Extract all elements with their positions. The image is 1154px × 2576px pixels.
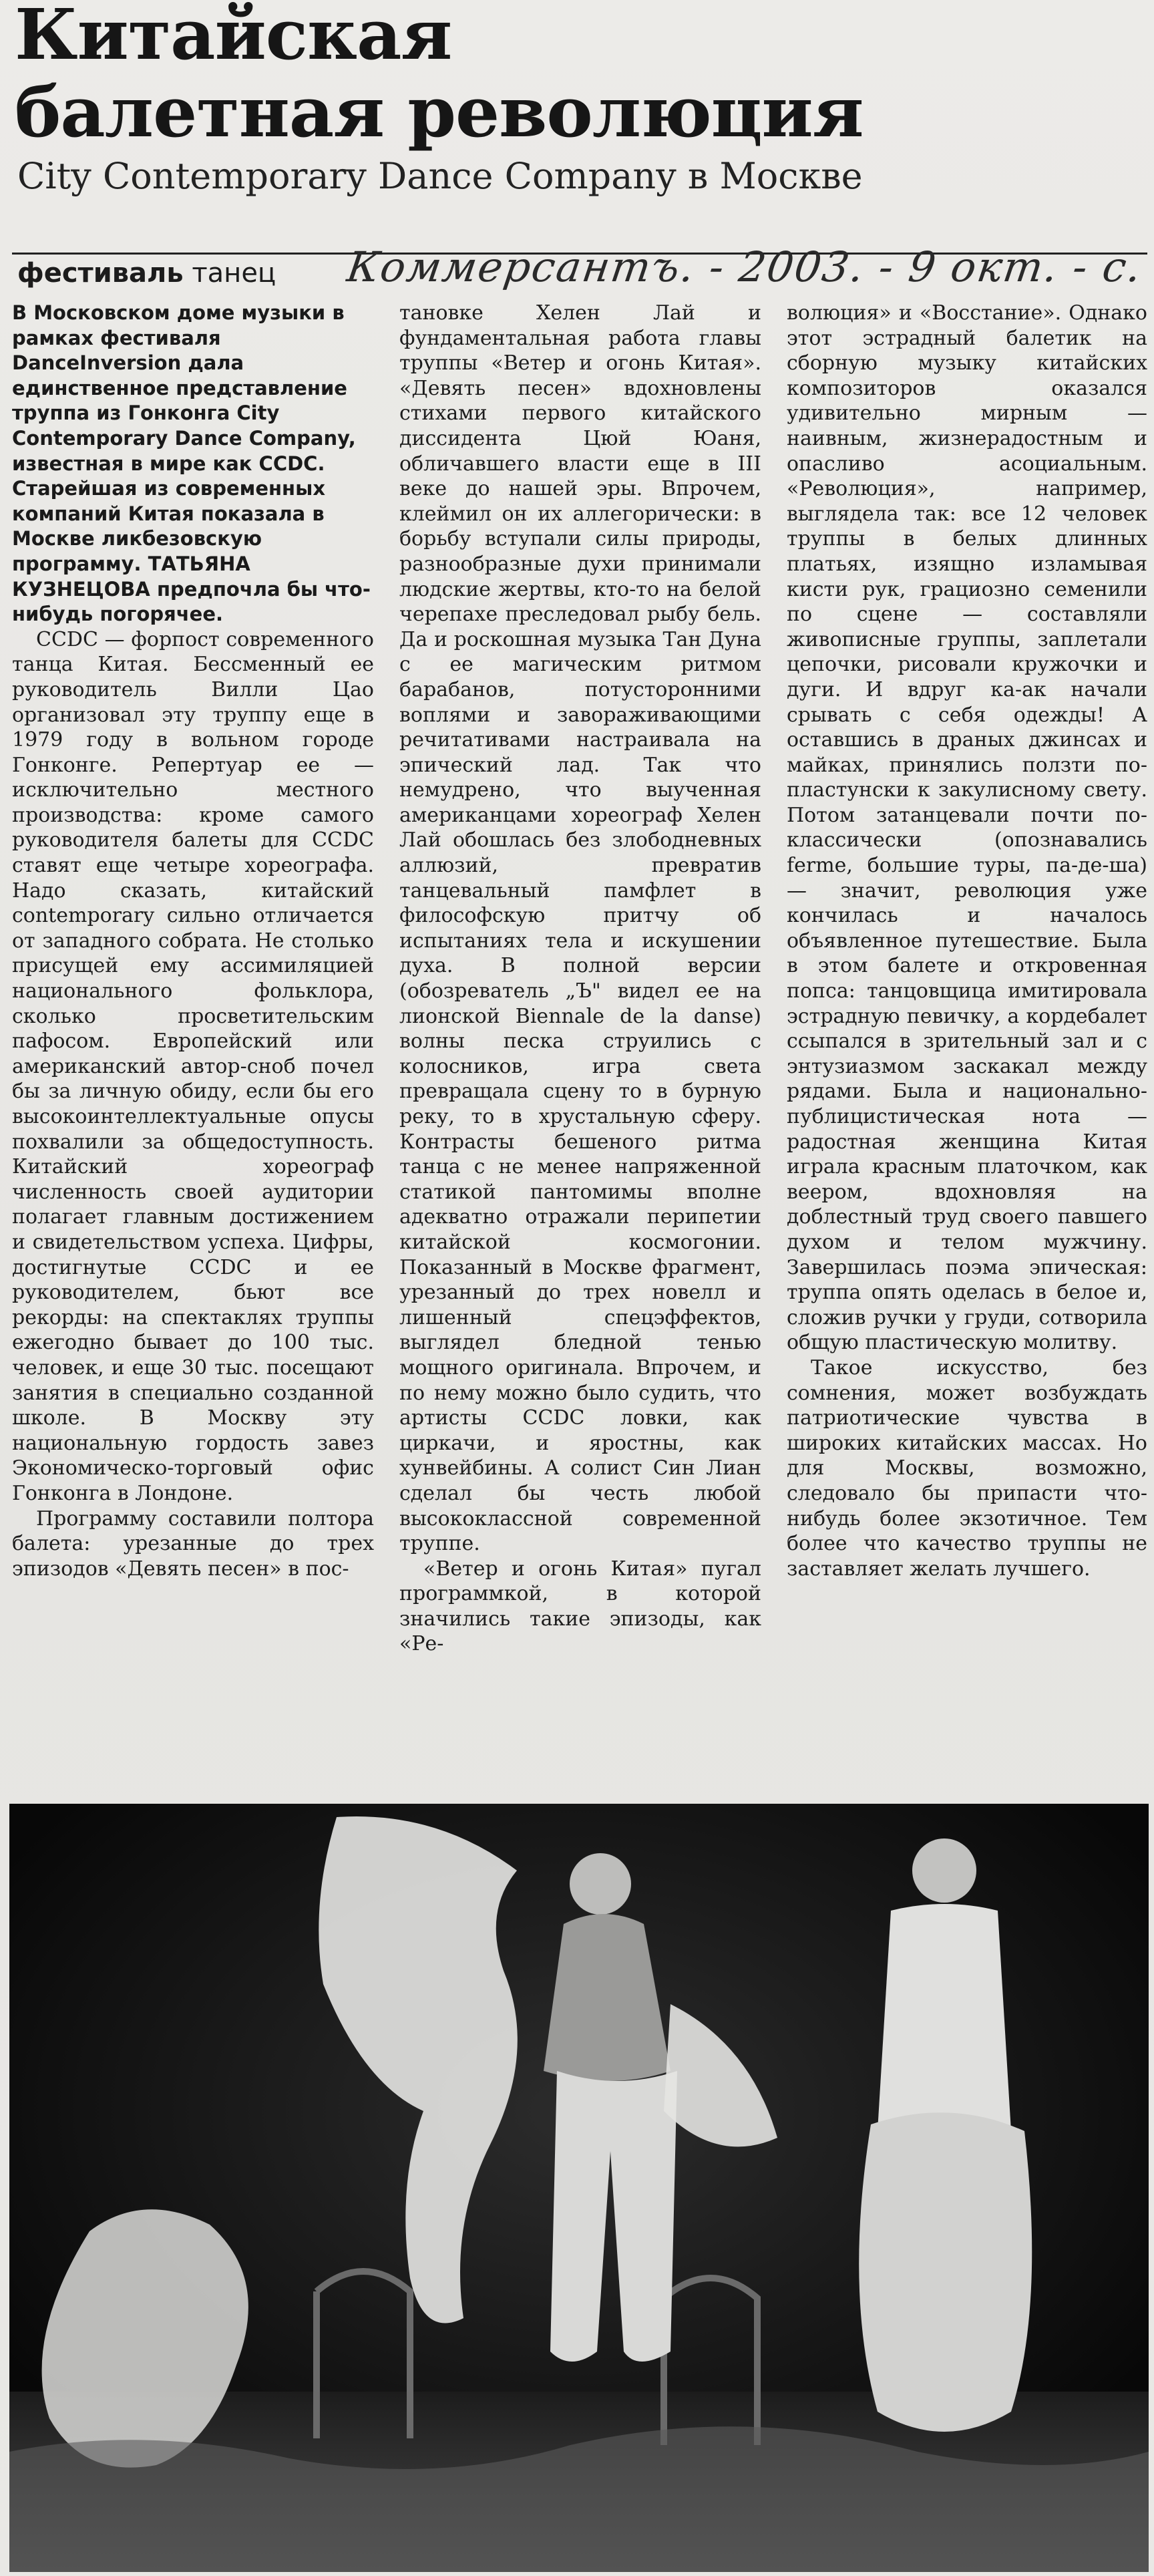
article-column-3 [787, 301, 1147, 1797]
paragraph: CCDC — форпост современного танца Китая. Бессменный ее руководитель Вилли Цао организовал эту труппу еще в 1979 году в вольном городе Гонконге. Репертуар ее — исключительно местного производства: кроме самого руководителя балеты для CCDC ставят еще четыре хореографа. Надо сказать, китайский contemporary сильно отличается от западного собрата. Не столько присущей ему ассимиляцией национального фольклора, сколько просветительским пафосом. Европейский или американский автор-сноб почел бы за личную обиду, если бы его высокоинтеллектуальные опусы похвалили за общедоступность. Китайский хореограф численность своей аудитории полагает главным достижением и свидетельством успеха. Цифры, достигнутые CCDC и ее руководителем, бьют все рекорды: на спектаклях труппы ежегодно бывает до 100 тыс. человек, и еще 30 тыс. посещают занятия в специально созданной школе. В Москву эту национальную гордость завез Экономическо-торговый офис Гонконга в Лондоне. [12, 627, 374, 1505]
paragraph: «Ветер и огонь Китая» пугал программкой, в которой значились такие эпизоды, как «Ре- [399, 1557, 761, 1656]
rubric [17, 257, 276, 290]
article-column-2 [399, 301, 761, 1797]
dance-photo [9, 1804, 1149, 2572]
headline-line2: балетная революция [15, 71, 863, 153]
article-lead: В Московском доме музыки в рамках фестиваля DanceInversion дала единственное представление труппа из Гонконга City Contemporary Dance Company, известная в мире как CCDC. Старейшая из современных компаний Китая показала в Москве ликбезовскую программу. ТАТЬЯНА КУЗНЕЦОВА предпочла бы что-нибудь погорячее. [12, 301, 371, 626]
dance-photo-icon [9, 1804, 1149, 2572]
paragraph: волюция» и «Восстание». Однако этот эстрадный балетик на сборную музыку китайских композиторов оказался удивительно мирным — наивным, жизнерадостным и опасливо асоциальным. «Революция», например, выглядела так: все 12 человек труппы в белых длинных платьях, изящно изламывая кисти рук, грациозно семенили по сцене — составляли живописные группы, заплетали цепочки, рисовали кружочки и дуги. И вдруг ка-ак начали срывать с себя одежды! А оставшись в драных джинсах и майках, принялись ползти по-пластунски к закулисному свету. Потом затанцевали почти по-классически (опознавались ferme, большие туры, па-де-ша) — значит, революция уже кончилась и началось объявленное путешествие. Была в этом балете и откровенная попса: танцовщица имитировала эстрадную певичку, а кордебалет ссыпался в зрительный зал и с энтузиазмом заскакал между рядами. Была и национально-публицистическая нота — радостная женщина Китая играла красным платочком, как веером, вдохновляя на доблестный труд своего павшего духом и телом мужчину. Завершилась поэма эпическая: труппа опять оделась в белое и, сложив ручки у груди, сотворила общую пластическую молитву. [787, 301, 1147, 1355]
headline [15, 0, 1056, 153]
handwritten-source-note: Коммерсантъ. - 2003. - 9 окт. - с. [343, 243, 1146, 291]
paragraph: тановке Хелен Лай и фундаментальная работа главы труппы «Ветер и огонь Китая». «Девять песен» вдохновлены стихами первого китайского диссидента Цюй Юаня, обличавшего власти еще в III веке до нашей эры. Впрочем, клеймил он их аллегорически: в борьбу вступали силы природы, разнообразные духи принимали людские жертвы, кто-то на белой черепахе преследовал рыбу бель. Да и роскошная музыка Тан Дуна с ее магическим ритмом барабанов, потусторонними воплями и завораживающими речитативами настраивала на эпический лад. Так что немудрено, что выученная американцами хореограф Хелен Лай обошлась без злободневных аллюзий, превратив танцевальный памфлет в философскую притчу об испытаниях тела и искушении духа. В полной версии (обозреватель „Ъ" видел ее на лионской Biennale de la danse) волны песка струились с колосников, игра света превращала сцену то в бурную реку, то в хрустальную сферу. Контрасты бешеного ритма танца с не менее напряженной статикой пантомимы вполне адекватно отражали перипетии китайской космогонии. Показанный в Москве фрагмент, урезанный до трех новелл и лишенный спецэффектов, выглядел бледной тенью мощного оригинала. Впрочем, и по нему можно было судить, что артисты CCDC ловки, как циркачи, и яростны, как хунвейбины. А солист Син Лиан сделал бы честь любой высококлассной современной труппе. [399, 301, 761, 1556]
rubric-section: фестиваль [17, 258, 184, 289]
paragraph: Программу составили полтора балета: урезанные до трех эпизодов «Девять песен» в пос- [12, 1506, 374, 1581]
headline-line1: Китайская [15, 0, 452, 75]
article-column-1 [12, 301, 374, 1797]
subtitle: City Contemporary Dance Company в Москве [17, 155, 863, 197]
rubric-subsection: танец [192, 258, 276, 289]
paragraph: Такое искусство, без сомнения, может возбуждать патриотические чувства в широких китайских массах. Но для Москвы, возможно, следовало бы припасти что-нибудь более экзотичное. Тем более что качество труппы не заставляет желать лучшего. [787, 1355, 1147, 1581]
